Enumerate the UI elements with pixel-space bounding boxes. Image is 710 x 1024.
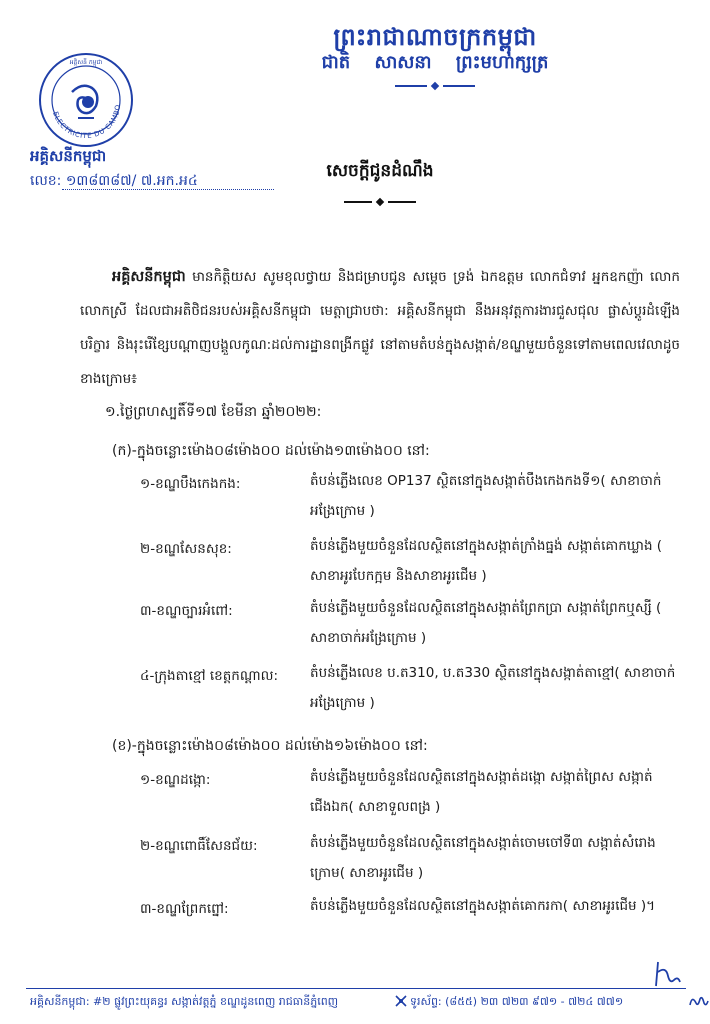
list-item-desc: តំបន់ភ្លើងលេខ OP137 ស្ថិតនៅក្នុងសង្កាត់បឹងកេងកងទី១( សាខាចាក់អង្រែក្រោម ) bbox=[310, 473, 662, 519]
list-item-place: ២-ខណ្ឌសែនសុខ: bbox=[140, 541, 232, 557]
list-item-place: ៣-ខណ្ឌច្បារអំពៅ: bbox=[140, 603, 233, 619]
list-item-desc: តំបន់ភ្លើងមួយចំនួនដែលស្ថិតនៅក្នុងសង្កាត់ចោមចៅទី៣ សង្កាត់សំរោងក្រោម( សាខាអូរជើម ) bbox=[310, 835, 656, 881]
footer-divider bbox=[26, 988, 686, 989]
document-title: សេចក្ដីជូនដំណឹង bbox=[326, 161, 434, 181]
date-line: ១.ថ្ងៃព្រហស្បតិ៍ទី១៧ ខែមីនា ឆ្នាំ២០២២: bbox=[105, 404, 322, 420]
reference-underline bbox=[62, 189, 274, 190]
handwritten-initials-small bbox=[688, 993, 710, 1009]
organization-name: អគ្គិសនីកម្ពុជា bbox=[30, 147, 107, 165]
fax-icon bbox=[394, 993, 408, 1007]
title-ornament bbox=[344, 198, 416, 206]
list-item-place: ៤-ក្រុងតាខ្មៅ ខេត្តកណ្ដាល: bbox=[140, 668, 279, 684]
list-item-desc: តំបន់ភ្លើងមួយចំនួនដែលស្ថិតនៅក្នុងសង្កាត់ព្រែកប្រា សង្កាត់ព្រែកឬស្សី ( សាខាចាក់អង្រែក្រោម ) bbox=[310, 600, 662, 646]
edc-seal-logo bbox=[38, 52, 134, 148]
svg-text:ELECTRICITE DU CAMBODGE: ELECTRICITE DU CAMBO bbox=[51, 103, 123, 141]
list-item-desc: តំបន់ភ្លើងលេខ ប.ត310, ប.ត330 ស្ថិតនៅក្នុងសង្កាត់តាខ្មៅ( សាខាចាក់អង្រែក្រោម ) bbox=[310, 665, 676, 711]
reference-number: លេខ: ១៣៨៣៨៧/ ៧.អក.អ៤ bbox=[30, 173, 198, 189]
header-ornament bbox=[395, 82, 475, 90]
list-item-desc: តំបន់ភ្លើងមួយចំនួនដែលស្ថិតនៅក្នុងសង្កាត់ដង្កោ សង្កាត់ព្រៃស សង្កាត់ជើងឯក( សាខាទួលពង្រ ) bbox=[310, 769, 653, 815]
footer-address: អគ្គិសនីកម្ពុជា: #២ ផ្លូវព្រះយុគន្ធរ សង្កាត់វត្តភ្នំ ខណ្ឌដូនពេញ រាជធានីភ្នំពេញ bbox=[30, 995, 339, 1008]
section-heading-b: (ខ)-ក្នុងចន្លោះម៉ោង០៨ម៉ោង០០ ដល់ម៉ោង១៦ម៉ោង០០ នៅ: bbox=[112, 738, 428, 754]
list-item-place: ១-ខណ្ឌបឹងកេងកង: bbox=[140, 476, 241, 492]
kingdom-title: ព្រះរាជាណាចក្រកម្ពុជា bbox=[333, 23, 537, 51]
handwritten-initials bbox=[652, 958, 682, 992]
intro-bold-lead: អគ្គិសនីកម្ពុជា bbox=[112, 269, 186, 285]
national-motto: ជាតិ សាសនា ព្រះមហាក្សត្រ bbox=[321, 52, 549, 73]
list-item-place: ២-ខណ្ឌពោធិ៍សែនជ័យ: bbox=[140, 838, 258, 854]
intro-paragraph bbox=[80, 260, 680, 396]
list-item-place: ១-ខណ្ឌដង្កោ: bbox=[140, 772, 211, 788]
list-item-desc: តំបន់ភ្លើងមួយចំនួនដែលស្ថិតនៅក្នុងសង្កាត់គោករកា( សាខាអូរជើម )។ bbox=[310, 898, 656, 914]
intro-text: មានកិត្តិយស សូមខុលថ្វាយ និងជម្រាបជូន សម្ដេច ទ្រង់ ឯកឧត្តម លោកជំទាវ អ្នកឧកញ៉ា លោក លោកស្រី ដែលជាអតិថិជនរបស់អគ្គិសនីកម្ពុជា មេត្តាជ្រាបថា: អគ្គិសនីកម្ពុជា នឹងអនុវត្តការងារជួសជុល ផ្លាស់ប្ដូរដំឡើងបរិក្ខារ និងរុះរើខ្សែបណ្ដាញបង្គួលកូណ:ដល់ការដ្ឋានពង្រីកផ្លូវ នៅតាមតំបន់ក្នុងសង្កាត់/ខណ្ឌមួយចំនួនទៅតាមពេលវេលាដូចខាងក្រោម៖ bbox=[80, 269, 680, 387]
svg-text:អគ្គិសនី កម្ពុជា: អគ្គិសនី កម្ពុជា bbox=[69, 59, 103, 66]
list-item-desc: តំបន់ភ្លើងមួយចំនួនដែលស្ថិតនៅក្នុងសង្កាត់ក្រាំងធ្នង់ សង្កាត់គោកឃ្លាង ( សាខាអូរបែកក្អម និងសាខាអូរជើម ) bbox=[310, 538, 663, 584]
list-item-place: ៣-ខណ្ឌព្រែកព្នៅ: bbox=[140, 901, 229, 917]
section-heading-a: (ក)-ក្នុងចន្លោះម៉ោង០៨ម៉ោង០០ ដល់ម៉ោង១៣ម៉ោង០០ នៅ: bbox=[112, 443, 430, 459]
footer-phone: ទូរស័ព្ទ: (៨៥៥) ២៣ ៧២៣ ៩៧១ - ៧២៤ ៧៧១ bbox=[410, 995, 624, 1008]
